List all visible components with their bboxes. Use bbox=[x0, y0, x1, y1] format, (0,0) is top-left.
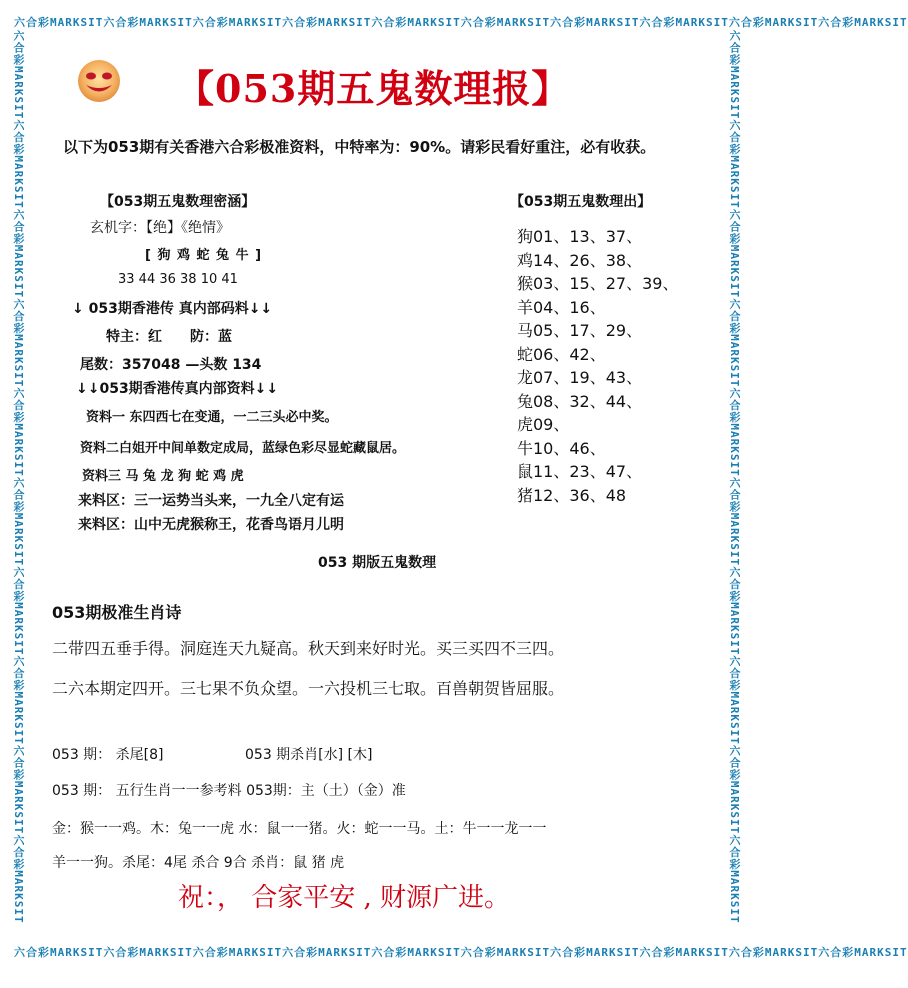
laiyuan-1: 来料区：三一运势当头来，一九全八定有运 bbox=[78, 493, 344, 509]
list-item: 兔08、32、44、 bbox=[517, 391, 643, 411]
list-item: 狗01、13、37、 bbox=[517, 227, 643, 246]
laiyuan-2: 来料区：山中无虎猴称王，花香鸟语月儿明 bbox=[78, 517, 344, 533]
lucky-numbers: 33 44 36 38 10 41 bbox=[118, 272, 238, 287]
ziliao-3: 资料三 马 兔 龙 狗 蛇 鸡 虎 bbox=[82, 469, 244, 484]
smiling-face-icon bbox=[76, 58, 122, 104]
kill-tail: 053 期： 杀尾[8] bbox=[52, 747, 164, 763]
ziliao-2: 资料二白姐开中间单数定成局，蓝绿色彩尽显蛇藏鼠居。 bbox=[80, 441, 406, 456]
list-item: 牛10、46、 bbox=[517, 438, 606, 458]
list-item: 猴03、15、27、39、 bbox=[517, 274, 679, 293]
list-item: 鼠11、23、47、 bbox=[517, 462, 643, 481]
center-heading: 053 期版五鬼数理 bbox=[318, 555, 437, 571]
list-item: 蛇06、42、 bbox=[517, 344, 606, 364]
list-item: 鸡14、26、38、 bbox=[517, 250, 643, 270]
list-item: 虎09、 bbox=[517, 415, 570, 434]
five-elements: 053 期： 五行生肖一一参考料 053期：主（土）（金）准 bbox=[52, 783, 406, 799]
border-watermark-left: 六合彩MARKSIT六合彩MARKSIT六合彩MARKSIT六合彩MARKSIT六合彩MARKSIT六合彩MARKSIT六合彩MARKSIT六合彩MARKSIT六合彩MARKSIT六合彩MARKSIT bbox=[12, 30, 25, 924]
list-item: 马05、17、29、 bbox=[517, 321, 643, 340]
left-section-header: 【053期五鬼数理密涵】 bbox=[100, 194, 256, 210]
tail-count-line: 尾数：357048 —头数 134 bbox=[80, 357, 262, 373]
poem-line-1: 二带四五垂手得。洞庭连天九疑高。秋天到来好时光。买三买四不三四。 bbox=[52, 639, 565, 658]
closing-blessing: 祝：， 合家平安 , 财源广进。 bbox=[178, 883, 511, 913]
poem-title: 053期极准生肖诗 bbox=[52, 603, 182, 622]
list-item: 龙07、19、43、 bbox=[517, 368, 643, 387]
xuanji-label: 玄机字：【绝】《绝情》 bbox=[90, 220, 230, 236]
animals-list: [ 狗 鸡 蛇 兔 牛 ] bbox=[145, 248, 263, 263]
kill-zodiac: 053 期杀肖[水] [木] bbox=[245, 747, 373, 763]
hk-inside-header: ↓↓053期香港传真内部资料↓↓ bbox=[76, 381, 279, 397]
ziliao-1: 资料一 东四西七在变通，一二三头必中奖。 bbox=[86, 410, 338, 425]
border-watermark-top: 六合彩MARKSIT六合彩MARKSIT六合彩MARKSIT六合彩MARKSIT六合彩MARKSIT六合彩MARKSIT六合彩MARKSIT六合彩MARKSIT六合彩MARKSIT六合彩MARKSIT bbox=[14, 16, 908, 29]
zodiac-number-list bbox=[517, 225, 678, 507]
intro-text: 以下为053期有关香港六合彩极准资料，中特率为：90%。请彩民看好重注，必有收获。 bbox=[63, 138, 656, 156]
hk-code-header: ↓ 053期香港传 真内部码料↓↓ bbox=[72, 301, 273, 317]
list-item: 羊04、16、 bbox=[517, 297, 606, 317]
te-zhu-line: 特主：红 防：蓝 bbox=[106, 329, 232, 345]
elements-line-1: 金：猴一一鸡。木：兔一一虎 水：鼠一一猪。火：蛇一一马。土：牛一一龙一一 bbox=[52, 821, 547, 837]
list-item: 猪12、36、48 bbox=[517, 485, 627, 505]
page-title: 【053期五鬼数理报】 bbox=[176, 66, 571, 111]
border-watermark-bottom: 六合彩MARKSIT六合彩MARKSIT六合彩MARKSIT六合彩MARKSIT六合彩MARKSIT六合彩MARKSIT六合彩MARKSIT六合彩MARKSIT六合彩MARKSIT六合彩MARKSIT bbox=[14, 946, 908, 959]
border-watermark-right: 六合彩MARKSIT六合彩MARKSIT六合彩MARKSIT六合彩MARKSIT六合彩MARKSIT六合彩MARKSIT六合彩MARKSIT六合彩MARKSIT六合彩MARKSIT六合彩MARKSIT bbox=[728, 30, 741, 924]
elements-line-2: 羊一一狗。杀尾：4尾 杀合 9合 杀肖：鼠 猪 虎 bbox=[52, 855, 345, 871]
poem-line-2: 二六本期定四开。三七果不负众望。一六投机三七取。百兽朝贺皆屈服。 bbox=[52, 679, 565, 698]
right-section-header: 【053期五鬼数理出】 bbox=[510, 194, 652, 210]
